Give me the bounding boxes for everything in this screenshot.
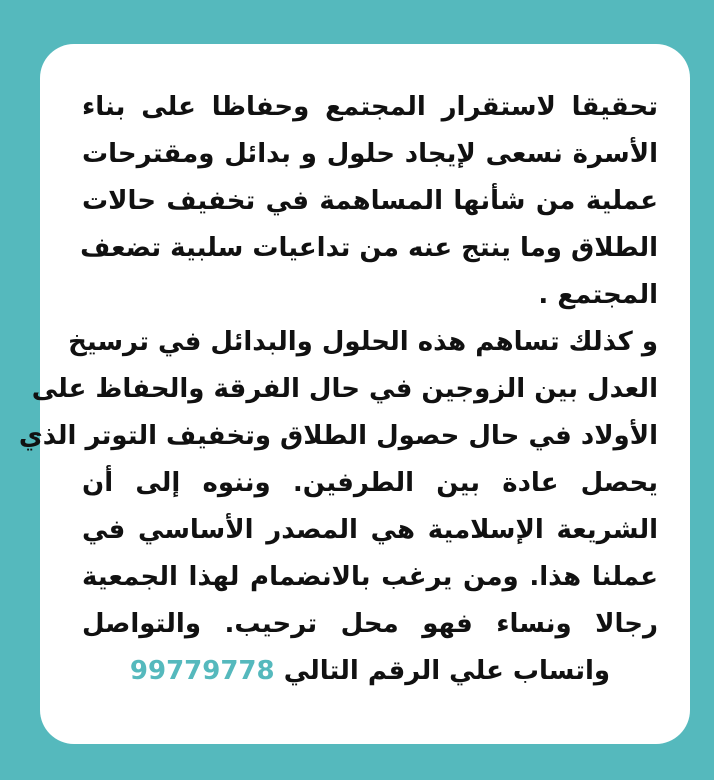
text-line: الأولاد في حال حصول الطلاق وتخفيف التوتر الذي — [18, 421, 658, 451]
contact-line — [82, 648, 658, 695]
text-line: الشريعة الإسلامية هي المصدر الأساسي في — [82, 515, 658, 545]
text-line: المجتمع . — [538, 280, 658, 310]
text-line: العدل بين الزوجين في حال الفرقة والحفاظ على — [31, 374, 658, 404]
text-line: تحقيقا لاستقرار المجتمع وحفاظا على بناء — [82, 92, 658, 122]
text-line: رجالا ونساء فهو محل ترحيب. والتواصل — [82, 609, 658, 639]
announcement-text — [18, 84, 658, 695]
text-line: عملية من شأنها المساهمة في تخفيف حالات — [82, 186, 658, 216]
text-line: و كذلك تساهم هذه الحلول والبدائل في ترسيخ — [68, 327, 658, 357]
text-line: عملنا هذا. ومن يرغب بالانضمام لهذا الجمعية — [82, 562, 658, 592]
contact-text: واتساب علي الرقم التالي — [283, 656, 611, 686]
text-line: يحصل عادة بين الطرفين. وننوه إلى أن — [82, 468, 658, 498]
phone-number: 99779778 — [129, 656, 275, 686]
text-line: الأسرة نسعى لإيجاد حلول و بدائل ومقترحات — [82, 139, 658, 169]
text-line: الطلاق وما ينتج عنه من تداعيات سلبية تضعف — [80, 233, 658, 263]
